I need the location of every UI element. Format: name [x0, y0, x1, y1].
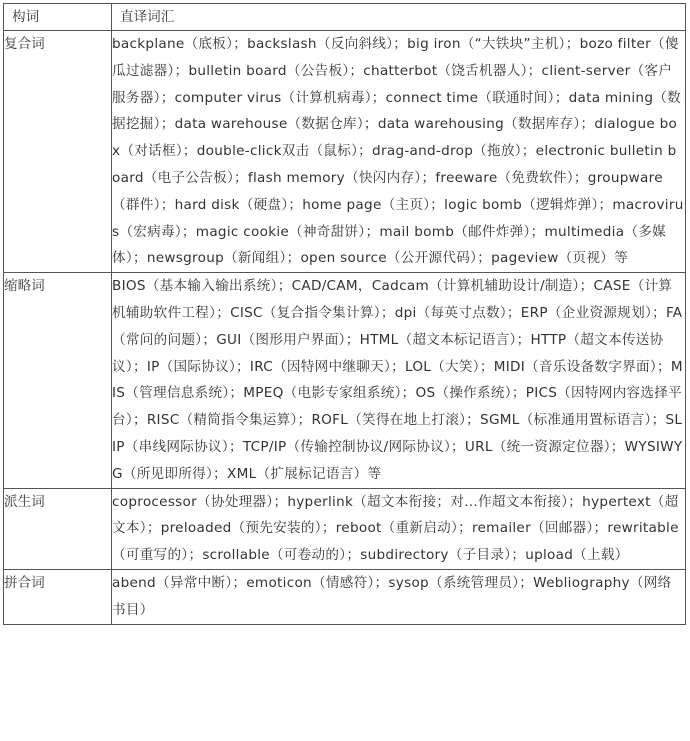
- table-row-derivation: [4, 488, 686, 569]
- terms-derivation: coprocessor（协处理器）；hyperlink（超文本衔接；对…作超文本衔接）；hypertext（超文本）；preloaded（预先安装的）；reboot（重新启动）；remailer（回邮器）；rewritable（可重写的）；scrollable（可卷动的）；subdirectory（子目录）；upload（上载）: [112, 488, 686, 569]
- header-cell-vocabulary: [112, 4, 686, 31]
- table-row-compound: [4, 31, 686, 273]
- table-row-blend: [4, 569, 686, 624]
- term-table: [3, 3, 686, 625]
- category-abbreviation: 缩略词: [4, 273, 112, 488]
- header-row: [4, 4, 686, 31]
- terms-blend: abend（异常中断）；emoticon（情感符）；sysop（系统管理员）；Webliography（网络书目）: [112, 569, 686, 624]
- header-formation-label: 构词: [12, 9, 40, 25]
- header-vocabulary-label: 直译词汇: [120, 9, 175, 25]
- category-compound: 复合词: [4, 31, 112, 273]
- category-derivation: 派生词: [4, 488, 112, 569]
- terms-abbreviation: BIOS（基本输入输出系统）；CAD/CAM，Cadcam（计算机辅助设计/制造）；CASE（计算机辅助软件工程）；CISC（复合指令集计算）；dpi（每英寸点数）；ERP（企业资源规划）；FA（常问的问题）；GUI（图形用户界面）；HTML（超文本标记语言）；HTTP（超文本传送协议）；IP（国际协议）；IRC（因特网中继聊天）；LOL（大笑）；MIDI（音乐设备数字界面）；MIS（管理信息系统）；MPEQ（电影专家组系统）；OS（操作系统）；PICS（因特网内容选择平台）；RISC（精简指令集运算）；ROFL（笑得在地上打滚）；SGML（标准通用置标语言）；SLIP（串线网际协议）；TCP/IP（传输控制协议/网际协议）；URL（统一资源定位器）；WYSIWYG（所见即所得）；XML（扩展标记语言）等: [112, 273, 686, 488]
- table-row-abbreviation: [4, 273, 686, 488]
- terms-compound: backplane（底板）；backslash（反向斜线）；big iron（“大铁块”主机）；bozo filter（傻瓜过滤器）；bulletin board（公告板）；chatterbot（饶舌机器人）；client-server（客户服务器）；computer virus（计算机病毒）；connect time（联通时间）；data mining（数据挖掘）；data warehouse（数据仓库）；data warehousing（数据库存）；dialogue box（对话框）；double-click双击（鼠标）；drag-and-drop（拖放）；electronic bulletin board（电子公告板）；flash memory（快闪内存）；freeware（免费软件）；groupware（群件）；hard disk（硬盘）；home page（主页）；logic bomb（逻辑炸弹）；macrovirus（宏病毒）；magic cookie（神奇甜饼）；mail bomb（邮件炸弹）；multimedia（多媒体）；newsgroup（新闻组）；open source（公开源代码）；pageview（页视）等: [112, 31, 686, 273]
- category-blend: 拼合词: [4, 569, 112, 624]
- header-cell-formation: [4, 4, 112, 31]
